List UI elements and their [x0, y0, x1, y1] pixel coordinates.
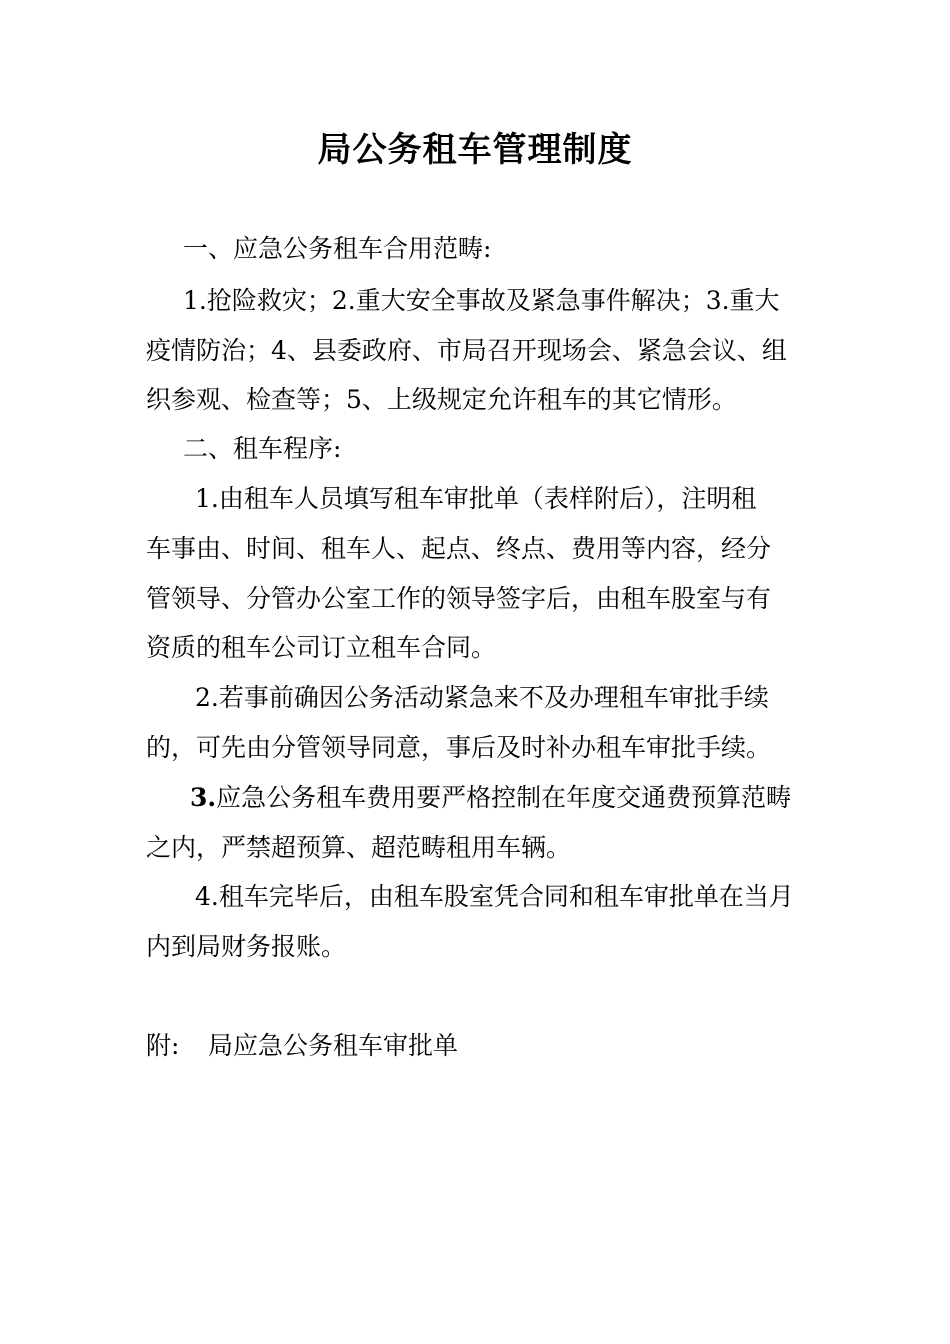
section2-heading: 二、租车程序:: [183, 434, 342, 463]
item2-line-2: 的，可先由分管领导同意，事后及时补办租车审批手续。: [146, 733, 772, 762]
item3-number: 3.: [190, 783, 217, 812]
item1-line-1: 1.由租车人员填写租车审批单（表样附后），注明租: [195, 484, 757, 513]
item1-line-3: 管领导、分管办公室工作的领导签字后，由租车股室与有: [146, 584, 772, 613]
attachment-label: 附:: [146, 1031, 180, 1060]
item3-line-1: [190, 781, 791, 815]
item4-line-2: 内到局财务报账。: [146, 932, 347, 961]
attachment-text: 局应急公务租车审批单: [208, 1031, 459, 1060]
item1-line-4: 资质的租车公司订立租车合同。: [146, 633, 497, 662]
section1-line-2: 疫情防治；4、县委政府、市局召开现场会、紧急会议、组: [146, 336, 787, 365]
section1-heading: 一、应急公务租车合用范畴:: [183, 234, 492, 263]
item3-first-line: 应急公务租车费用要严格控制在年度交通费预算范畴: [216, 783, 792, 812]
item3-line-2: 之内，严禁超预算、超范畴租用车辆。: [146, 833, 572, 862]
item4-line-1: 4.租车完毕后，由租车股室凭合同和租车审批单在当月: [195, 882, 794, 911]
section1-line-3: 织参观、检查等；5、上级规定允许租车的其它情形。: [146, 385, 737, 414]
item2-line-1: 2.若事前确因公务活动紧急来不及办理租车审批手续: [195, 683, 769, 712]
document-title: 局公务租车管理制度: [317, 130, 633, 170]
item1-line-2: 车事由、时间、租车人、起点、终点、费用等内容，经分: [146, 534, 772, 563]
section1-line-1: 1.抢险救灾；2.重大安全事故及紧急事件解决；3.重大: [183, 286, 780, 315]
